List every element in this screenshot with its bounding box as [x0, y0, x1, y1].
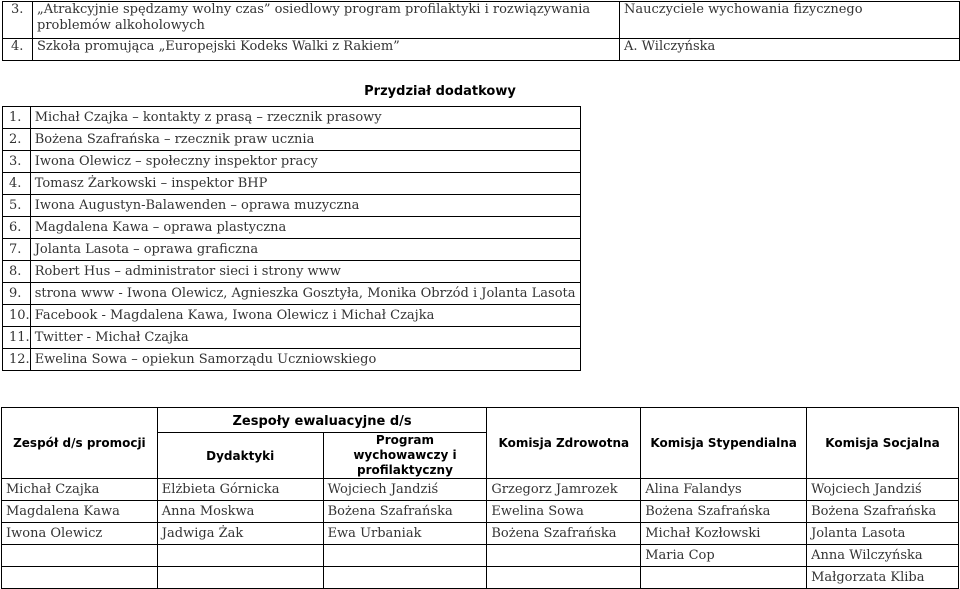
item-text: strona www - Iwona Olewicz, Agnieszka Gosztyła, Monika Obrzód i Jolanta Lasota	[30, 283, 580, 305]
item-number: 8.	[3, 261, 31, 283]
list-item	[3, 327, 581, 349]
table-cell: Małgorzata Kliba	[807, 567, 959, 589]
table-cell: Jadwiga Żak	[157, 523, 323, 545]
table-row	[2, 501, 959, 523]
item-number: 2.	[3, 129, 31, 151]
table-cell	[157, 567, 323, 589]
table-cell: Grzegorz Jamrozek	[487, 479, 641, 501]
table-cell: Elżbieta Górnicka	[157, 479, 323, 501]
program-teacher: A. Wilczyńska	[620, 39, 960, 61]
table-cell	[323, 545, 487, 567]
header-program: Program wychowawczy i profilaktyczny	[323, 433, 487, 479]
item-text: Twitter - Michał Czajka	[30, 327, 580, 349]
table-cell	[641, 567, 807, 589]
table-cell: Ewelina Sowa	[487, 501, 641, 523]
table-row	[2, 523, 959, 545]
program-name: „Atrakcyjnie spędzamy wolny czas” osiedlowy program profilaktyki i rozwiązywania problemów alkoholowych	[33, 2, 620, 39]
item-text: Magdalena Kawa – oprawa plastyczna	[30, 217, 580, 239]
program-name: Szkoła promująca „Europejski Kodeks Walki z Rakiem”	[33, 39, 620, 61]
program-teacher: Nauczyciele wychowania fizycznego	[620, 2, 960, 39]
table-cell: Bożena Szafrańska	[807, 501, 959, 523]
header-health: Komisja Zdrowotna	[487, 408, 641, 479]
section-title	[0, 84, 960, 99]
item-text: Bożena Szafrańska – rzecznik praw ucznia	[30, 129, 580, 151]
header-social: Komisja Socjalna	[807, 408, 959, 479]
table-row	[2, 567, 959, 589]
list-item	[3, 217, 581, 239]
item-number: 4.	[3, 173, 31, 195]
table-row	[3, 2, 960, 39]
table-cell: Iwona Olewicz	[2, 523, 158, 545]
table-cell	[2, 567, 158, 589]
table-cell: Magdalena Kawa	[2, 501, 158, 523]
extra-assignment-title: Przydział dodatkowy	[364, 84, 516, 99]
list-item	[3, 283, 581, 305]
table-cell	[487, 545, 641, 567]
list-item	[3, 239, 581, 261]
table-cell: Ewa Urbaniak	[323, 523, 487, 545]
list-item	[3, 173, 581, 195]
item-number: 12.	[3, 349, 31, 371]
table-cell: Wojciech Jandziś	[807, 479, 959, 501]
table-cell: Michał Kozłowski	[641, 523, 807, 545]
table-cell	[323, 567, 487, 589]
item-number: 10.	[3, 305, 31, 327]
teams-table	[1, 407, 959, 589]
item-text: Robert Hus – administrator sieci i strony www	[30, 261, 580, 283]
item-number: 11.	[3, 327, 31, 349]
item-number: 9.	[3, 283, 31, 305]
item-number: 6.	[3, 217, 31, 239]
table-row	[3, 39, 960, 61]
header-didactics: Dydaktyki	[157, 433, 323, 479]
item-number: 5.	[3, 195, 31, 217]
table-cell: Wojciech Jandziś	[323, 479, 487, 501]
extra-assignment-table	[2, 106, 581, 371]
table-cell: Jolanta Lasota	[807, 523, 959, 545]
item-text: Ewelina Sowa – opiekun Samorządu Uczniowskiego	[30, 349, 580, 371]
list-item	[3, 151, 581, 173]
table-cell	[487, 567, 641, 589]
item-text: Iwona Augustyn-Balawenden – oprawa muzyczna	[30, 195, 580, 217]
list-item	[3, 107, 581, 129]
table-cell	[2, 545, 158, 567]
list-item	[3, 195, 581, 217]
table-row	[2, 545, 959, 567]
item-text: Iwona Olewicz – społeczny inspektor pracy	[30, 151, 580, 173]
table-cell: Michał Czajka	[2, 479, 158, 501]
item-text: Facebook - Magdalena Kawa, Iwona Olewicz i Michał Czajka	[30, 305, 580, 327]
table-cell: Anna Moskwa	[157, 501, 323, 523]
list-item	[3, 129, 581, 151]
item-text: Tomasz Żarkowski – inspektor BHP	[30, 173, 580, 195]
table-cell: Alina Falandys	[641, 479, 807, 501]
table-cell: Anna Wilczyńska	[807, 545, 959, 567]
programs-table	[2, 1, 960, 61]
item-number: 1.	[3, 107, 31, 129]
program-number: 3.	[3, 2, 33, 39]
list-item	[3, 261, 581, 283]
table-row	[2, 479, 959, 501]
table-cell: Bożena Szafrańska	[641, 501, 807, 523]
program-number: 4.	[3, 39, 33, 61]
table-cell	[157, 545, 323, 567]
header-evaluation: Zespoły ewaluacyjne d/s	[157, 408, 487, 433]
table-cell: Bożena Szafrańska	[487, 523, 641, 545]
header-promotion: Zespół d/s promocji	[2, 408, 158, 479]
item-number: 3.	[3, 151, 31, 173]
table-cell: Bożena Szafrańska	[323, 501, 487, 523]
list-item	[3, 349, 581, 371]
item-text: Michał Czajka – kontakty z prasą – rzecznik prasowy	[30, 107, 580, 129]
table-cell: Maria Cop	[641, 545, 807, 567]
item-text: Jolanta Lasota – oprawa graficzna	[30, 239, 580, 261]
header-scholarship: Komisja Stypendialna	[641, 408, 807, 479]
item-number: 7.	[3, 239, 31, 261]
list-item	[3, 305, 581, 327]
header-row	[2, 408, 959, 433]
